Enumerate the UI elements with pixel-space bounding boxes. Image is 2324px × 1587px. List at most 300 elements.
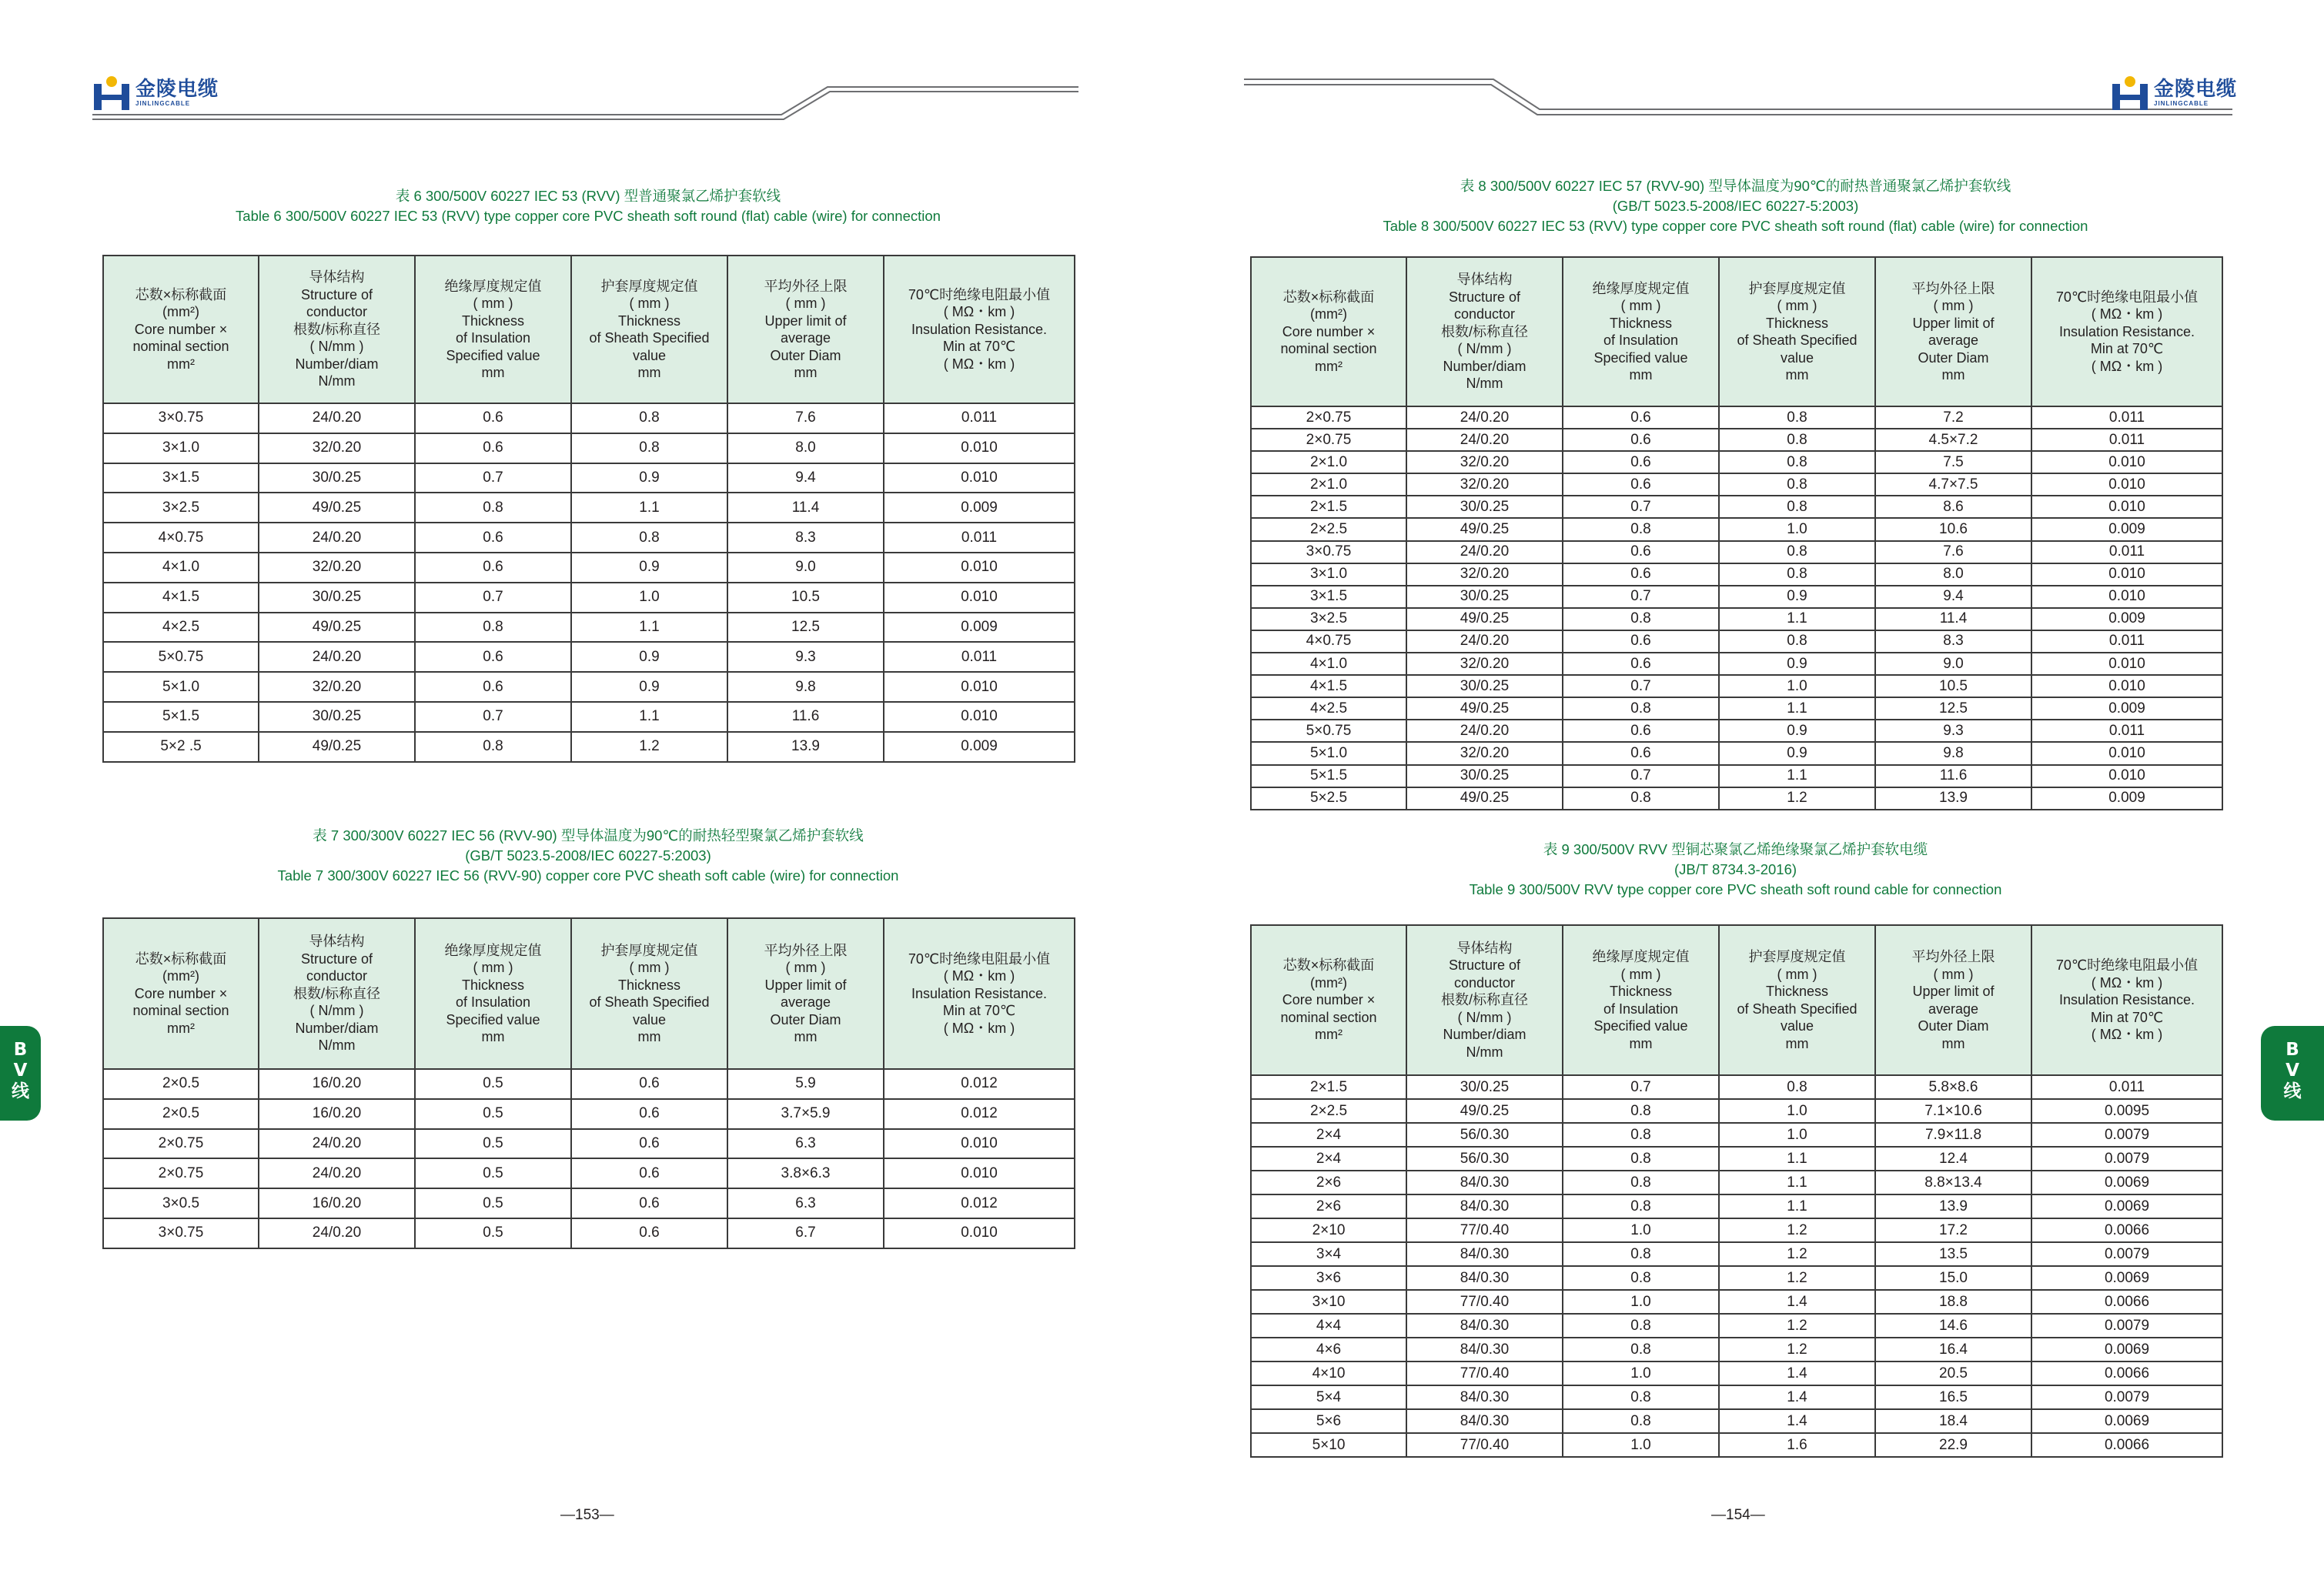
cell-core-section: 5×1.5 — [1251, 765, 1406, 787]
header-line: of Sheath Specified — [589, 330, 710, 346]
cell-sheath-thickness: 1.4 — [1719, 1409, 1875, 1433]
column-header-insulation-resistance — [884, 918, 1075, 1069]
table9-title-cn: 表 9 300/500V RVV 型铜芯聚氯乙烯绝缘聚氯乙烯护套软电缆 — [1543, 841, 1928, 857]
cell-core-section: 5×1.5 — [103, 702, 259, 732]
cell-insulation-thickness: 0.8 — [1563, 697, 1719, 720]
table-row — [1251, 1218, 2222, 1242]
cell-core-section: 2×0.5 — [103, 1069, 259, 1099]
header-line: 根数/标称直径 — [1440, 323, 1528, 339]
cell-sheath-thickness: 0.9 — [1719, 742, 1875, 764]
cell-sheath-thickness: 1.1 — [571, 702, 727, 732]
header-line: Specified value — [446, 1011, 540, 1027]
cell-core-section: 2×1.0 — [1251, 473, 1406, 496]
cell-sheath-thickness: 1.2 — [571, 732, 727, 762]
cell-conductor-structure: 24/0.20 — [259, 642, 415, 672]
header-line: of Sheath Specified — [1737, 332, 1858, 348]
cell-conductor-structure: 24/0.20 — [259, 403, 415, 433]
header-line: value — [1780, 1018, 1814, 1034]
cell-insulation-thickness: 0.7 — [415, 463, 571, 493]
cell-conductor-structure: 77/0.40 — [1406, 1218, 1563, 1242]
cell-insulation-resistance: 0.010 — [884, 553, 1075, 583]
table-row — [1251, 586, 2222, 608]
brand-logo — [2111, 74, 2237, 111]
table-row — [1251, 1290, 2222, 1314]
section-tab-line: B — [13, 1040, 28, 1060]
cell-outer-diameter: 13.5 — [1875, 1242, 2031, 1266]
section-tab[interactable] — [0, 1026, 41, 1121]
column-header-core-section — [1251, 925, 1406, 1075]
cell-insulation-thickness: 0.8 — [1563, 1171, 1719, 1194]
column-header-sheath-thickness — [1719, 925, 1875, 1075]
header-row — [1251, 257, 2222, 406]
cell-core-section: 2×0.5 — [103, 1099, 259, 1129]
header-line: of Sheath Specified — [1737, 1001, 1858, 1017]
table-row — [103, 553, 1075, 583]
cell-sheath-thickness: 1.0 — [1719, 675, 1875, 697]
cell-core-section: 3×6 — [1251, 1266, 1406, 1290]
cell-insulation-thickness: 0.6 — [415, 433, 571, 463]
header-line: Insulation Resistance. — [2058, 992, 2195, 1008]
cell-sheath-thickness: 0.9 — [1719, 720, 1875, 742]
cell-insulation-resistance: 0.010 — [2031, 451, 2222, 473]
cell-conductor-structure: 24/0.20 — [1406, 541, 1563, 563]
cell-insulation-resistance: 0.009 — [2031, 608, 2222, 630]
section-tab-line: V — [13, 1061, 28, 1081]
header-line: Insulation Resistance. — [911, 985, 1048, 1001]
cell-outer-diameter: 11.6 — [727, 702, 884, 732]
cell-sheath-thickness: 1.0 — [1719, 1099, 1875, 1123]
cell-insulation-thickness: 0.8 — [1563, 1099, 1719, 1123]
cell-outer-diameter: 7.5 — [1875, 451, 2031, 473]
column-header-outer-diameter — [1875, 257, 2031, 406]
cell-conductor-structure: 77/0.40 — [1406, 1361, 1563, 1385]
table-row — [1251, 630, 2222, 653]
cell-insulation-resistance: 0.009 — [884, 493, 1075, 523]
header-line: 导体结构 — [1456, 272, 1513, 288]
cell-conductor-structure: 84/0.30 — [1406, 1338, 1563, 1361]
header-line: mm — [1785, 1035, 1809, 1051]
table-row — [1251, 1171, 2222, 1194]
cell-outer-diameter: 7.6 — [1875, 541, 2031, 563]
header-line: 平均外径上限 — [1911, 949, 1995, 964]
cell-conductor-structure: 84/0.30 — [1406, 1314, 1563, 1338]
column-header-outer-diameter — [1875, 925, 2031, 1075]
cell-outer-diameter: 6.7 — [727, 1218, 884, 1248]
header-rule — [0, 0, 2324, 123]
logo-icon — [92, 75, 131, 110]
cell-conductor-structure: 32/0.20 — [1406, 563, 1563, 586]
cell-insulation-thickness: 0.8 — [1563, 1123, 1719, 1147]
column-header-conductor-structure — [259, 256, 415, 403]
header-line: Number/diam — [1443, 1027, 1526, 1043]
cell-outer-diameter: 22.9 — [1875, 1433, 2031, 1457]
cell-insulation-thickness: 0.6 — [1563, 541, 1719, 563]
cell-core-section: 2×0.75 — [1251, 429, 1406, 451]
header-line: 根数/标称直径 — [1440, 992, 1528, 1008]
cell-outer-diameter: 10.5 — [1875, 675, 2031, 697]
cell-sheath-thickness: 0.8 — [1719, 451, 1875, 473]
cell-sheath-thickness: 1.2 — [1719, 1242, 1875, 1266]
header-line: mm — [794, 1029, 818, 1044]
table-row — [103, 702, 1075, 732]
cell-conductor-structure: 30/0.25 — [259, 583, 415, 613]
cell-outer-diameter: 14.6 — [1875, 1314, 2031, 1338]
table-row — [103, 403, 1075, 433]
table-row — [1251, 1123, 2222, 1147]
cell-outer-diameter: 9.8 — [727, 672, 884, 702]
cell-insulation-thickness: 0.6 — [415, 523, 571, 553]
header-line: 护套厚度规定值 — [1748, 949, 1846, 964]
header-line: N/mm — [318, 1037, 356, 1054]
header-line: 根数/标称直径 — [293, 985, 380, 1001]
cell-insulation-thickness: 0.7 — [1563, 675, 1719, 697]
cell-outer-diameter: 12.5 — [1875, 697, 2031, 720]
cell-sheath-thickness: 0.6 — [571, 1069, 727, 1099]
header-line: (mm²) — [1310, 974, 1347, 991]
cell-insulation-resistance: 0.010 — [2031, 742, 2222, 764]
column-header-core-section — [103, 918, 259, 1069]
cell-sheath-thickness: 1.6 — [1719, 1433, 1875, 1457]
header-line: Specified value — [446, 347, 540, 363]
cell-sheath-thickness: 0.8 — [571, 433, 727, 463]
header-line: Insulation Resistance. — [911, 321, 1048, 337]
cell-conductor-structure: 32/0.20 — [259, 553, 415, 583]
cell-insulation-resistance: 0.0066 — [2031, 1361, 2222, 1385]
header-line: Specified value — [1593, 349, 1688, 366]
cell-outer-diameter: 13.9 — [1875, 1194, 2031, 1218]
cell-outer-diameter: 9.3 — [727, 642, 884, 672]
cell-insulation-resistance: 0.011 — [2031, 630, 2222, 653]
cell-conductor-structure: 24/0.20 — [259, 1218, 415, 1248]
cell-core-section: 4×10 — [1251, 1361, 1406, 1385]
cell-conductor-structure: 16/0.20 — [259, 1188, 415, 1218]
cell-outer-diameter: 8.6 — [1875, 496, 2031, 518]
cell-outer-diameter: 7.9×11.8 — [1875, 1123, 2031, 1147]
table-row — [1251, 1242, 2222, 1266]
header-line: 根数/标称直径 — [293, 321, 380, 337]
cell-core-section: 2×2.5 — [1251, 1099, 1406, 1123]
cell-insulation-resistance: 0.0079 — [2031, 1314, 2222, 1338]
header-line: ( mm ) — [1933, 298, 1974, 313]
header-line: (mm²) — [162, 304, 199, 320]
table-row — [1251, 1314, 2222, 1338]
cell-insulation-resistance: 0.0069 — [2031, 1338, 2222, 1361]
cell-conductor-structure: 49/0.25 — [259, 613, 415, 643]
header-line: Min at 70℃ — [2090, 1009, 2164, 1025]
cell-insulation-resistance: 0.011 — [884, 642, 1075, 672]
cell-sheath-thickness: 1.2 — [1719, 1218, 1875, 1242]
cell-sheath-thickness: 1.1 — [571, 493, 727, 523]
cell-sheath-thickness: 1.0 — [571, 583, 727, 613]
table-row — [103, 1099, 1075, 1129]
cell-sheath-thickness: 0.8 — [1719, 473, 1875, 496]
table8-caption — [1250, 176, 2221, 236]
cell-insulation-resistance: 0.011 — [2031, 429, 2222, 451]
header-line: 护套厚度规定值 — [600, 278, 698, 294]
column-header-insulation-resistance — [884, 256, 1075, 403]
cell-conductor-structure: 84/0.30 — [1406, 1385, 1563, 1409]
cell-insulation-resistance: 0.011 — [2031, 720, 2222, 742]
header-row — [1251, 925, 2222, 1075]
cell-outer-diameter: 11.6 — [1875, 765, 2031, 787]
cell-outer-diameter: 5.9 — [727, 1069, 884, 1099]
cell-outer-diameter: 13.9 — [727, 732, 884, 762]
cell-insulation-thickness: 0.7 — [1563, 496, 1719, 518]
header-line: mm — [1941, 367, 1965, 383]
cell-conductor-structure: 49/0.25 — [259, 732, 415, 762]
cell-insulation-thickness: 0.6 — [415, 672, 571, 702]
header-line: ( mm ) — [473, 960, 513, 975]
cell-sheath-thickness: 1.1 — [1719, 765, 1875, 787]
cell-core-section: 2×4 — [1251, 1147, 1406, 1171]
cell-sheath-thickness: 0.8 — [1719, 541, 1875, 563]
header-line: mm² — [1315, 1027, 1343, 1043]
header-line: Upper limit of — [1912, 984, 1995, 999]
cell-insulation-thickness: 0.8 — [1563, 608, 1719, 630]
header-line: (mm²) — [1310, 306, 1347, 322]
header-line: ( mm ) — [1777, 298, 1817, 313]
cell-conductor-structure: 77/0.40 — [1406, 1290, 1563, 1314]
cell-conductor-structure: 24/0.20 — [1406, 429, 1563, 451]
cell-insulation-resistance: 0.010 — [2031, 496, 2222, 518]
header-line: Thickness — [461, 312, 525, 329]
header-line: average — [780, 330, 831, 346]
table6-title-cn: 表 6 300/500V 60227 IEC 53 (RVV) 型普通聚氯乙烯护套软线 — [395, 188, 781, 204]
cell-core-section: 3×2.5 — [103, 493, 259, 523]
header-line: Insulation Resistance. — [2058, 323, 2195, 339]
cell-insulation-thickness: 0.7 — [1563, 586, 1719, 608]
column-header-insulation-thickness — [1563, 257, 1719, 406]
section-tab[interactable] — [2261, 1026, 2324, 1121]
cell-insulation-thickness: 1.0 — [1563, 1361, 1719, 1385]
cell-insulation-thickness: 0.8 — [1563, 1147, 1719, 1171]
table-row — [103, 433, 1075, 463]
header-line: mm — [1785, 367, 1809, 383]
header-line: mm — [481, 1029, 505, 1044]
cell-sheath-thickness: 0.8 — [1719, 496, 1875, 518]
cell-insulation-resistance: 0.0069 — [2031, 1171, 2222, 1194]
cell-insulation-resistance: 0.0066 — [2031, 1218, 2222, 1242]
table-row — [1251, 1361, 2222, 1385]
cell-insulation-thickness: 0.6 — [1563, 563, 1719, 586]
table-row — [1251, 1075, 2222, 1099]
table-row — [1251, 1385, 2222, 1409]
header-line: ( mm ) — [629, 296, 670, 311]
header-line: (mm²) — [162, 968, 199, 984]
header-line: mm — [1629, 367, 1653, 383]
header-line: of Insulation — [1603, 1001, 1679, 1017]
cell-insulation-resistance: 0.009 — [884, 732, 1075, 762]
cell-core-section: 5×4 — [1251, 1385, 1406, 1409]
table8-title-std: (GB/T 5023.5-2008/IEC 60227-5:2003) — [1612, 198, 1859, 214]
cell-core-section: 3×1.5 — [103, 463, 259, 493]
cell-insulation-resistance: 0.0069 — [2031, 1266, 2222, 1290]
table-row — [1251, 451, 2222, 473]
cell-core-section: 4×2.5 — [103, 613, 259, 643]
header-line: mm² — [1315, 358, 1343, 374]
cell-conductor-structure: 16/0.20 — [259, 1099, 415, 1129]
cell-insulation-thickness: 0.8 — [1563, 518, 1719, 540]
table-row — [1251, 496, 2222, 518]
brand-name: 金陵电缆 — [135, 77, 219, 101]
cell-insulation-resistance: 0.010 — [884, 1158, 1075, 1188]
table-row — [1251, 406, 2222, 429]
header-line: Structure of — [1448, 957, 1521, 974]
brand-name-en: JINLINGCABLE — [135, 99, 191, 107]
cell-sheath-thickness: 0.6 — [571, 1129, 727, 1159]
column-header-outer-diameter — [727, 918, 884, 1069]
header-line: ( mm ) — [1620, 298, 1661, 313]
cell-outer-diameter: 6.3 — [727, 1188, 884, 1218]
header-line: 70℃时绝缘电阻最小值 — [2055, 957, 2199, 974]
cell-conductor-structure: 84/0.30 — [1406, 1409, 1563, 1433]
cell-insulation-resistance: 0.010 — [884, 1218, 1075, 1248]
cell-core-section: 5×0.75 — [1251, 720, 1406, 742]
header-line: of Insulation — [1603, 332, 1679, 348]
table-row — [1251, 675, 2222, 697]
header-line: ( mm ) — [629, 960, 670, 975]
table7-title-en: Table 7 300/300V 60227 IEC 56 (RVV-90) copper core PVC sheath soft cable (wire) for connection — [277, 867, 899, 884]
cell-outer-diameter: 17.2 — [1875, 1218, 2031, 1242]
cell-conductor-structure: 84/0.30 — [1406, 1266, 1563, 1290]
header-line: ( mm ) — [1620, 966, 1661, 982]
cell-core-section: 4×2.5 — [1251, 697, 1406, 720]
header-line: ( mm ) — [785, 296, 826, 311]
column-header-core-section — [103, 256, 259, 403]
cell-insulation-thickness: 0.7 — [1563, 765, 1719, 787]
cell-sheath-thickness: 1.2 — [1719, 1314, 1875, 1338]
cell-core-section: 2×1.0 — [1251, 451, 1406, 473]
header-line: Core number × — [134, 985, 228, 1001]
header-line: Upper limit of — [1912, 315, 1995, 331]
cell-outer-diameter: 12.5 — [727, 613, 884, 643]
cell-core-section: 2×0.75 — [103, 1158, 259, 1188]
header-line: conductor — [306, 304, 368, 320]
cell-core-section: 4×1.0 — [103, 553, 259, 583]
cell-outer-diameter: 9.4 — [727, 463, 884, 493]
header-line: conductor — [306, 968, 368, 984]
header-line: ( MΩ・km ) — [2091, 358, 2163, 374]
cell-outer-diameter: 16.4 — [1875, 1338, 2031, 1361]
header-line: Thickness — [1609, 315, 1673, 331]
header-line: Min at 70℃ — [2090, 341, 2164, 357]
table-row — [1251, 563, 2222, 586]
header-line: nominal section — [132, 339, 229, 355]
cell-insulation-resistance: 0.010 — [884, 463, 1075, 493]
cell-insulation-thickness: 0.6 — [1563, 406, 1719, 429]
table7-title-std: (GB/T 5023.5-2008/IEC 60227-5:2003) — [465, 847, 711, 864]
cell-conductor-structure: 84/0.30 — [1406, 1171, 1563, 1194]
cell-outer-diameter: 7.1×10.6 — [1875, 1099, 2031, 1123]
table6 — [102, 255, 1075, 763]
cell-insulation-thickness: 0.5 — [415, 1158, 571, 1188]
column-header-conductor-structure — [1406, 925, 1563, 1075]
header-line: 芯数×标称截面 — [1282, 289, 1375, 305]
cell-insulation-resistance: 0.010 — [884, 583, 1075, 613]
cell-conductor-structure: 16/0.20 — [259, 1069, 415, 1099]
cell-core-section: 3×0.75 — [1251, 541, 1406, 563]
cell-sheath-thickness: 1.1 — [1719, 608, 1875, 630]
table-row — [103, 523, 1075, 553]
cell-outer-diameter: 9.8 — [1875, 742, 2031, 764]
table-row — [1251, 541, 2222, 563]
cell-conductor-structure: 30/0.25 — [259, 702, 415, 732]
cell-outer-diameter: 11.4 — [1875, 608, 2031, 630]
cell-conductor-structure: 32/0.20 — [259, 672, 415, 702]
section-tab-line: 线 — [12, 1081, 29, 1101]
header-line: Number/diam — [295, 1020, 379, 1036]
cell-conductor-structure: 77/0.40 — [1406, 1433, 1563, 1457]
header-line: 70℃时绝缘电阻最小值 — [908, 286, 1051, 302]
cell-sheath-thickness: 1.1 — [1719, 1171, 1875, 1194]
cell-insulation-resistance: 0.010 — [2031, 675, 2222, 697]
cell-core-section: 5×2 .5 — [103, 732, 259, 762]
column-header-insulation-thickness — [1563, 925, 1719, 1075]
table-row — [1251, 1147, 2222, 1171]
cell-insulation-resistance: 0.0079 — [2031, 1123, 2222, 1147]
table-row — [1251, 720, 2222, 742]
cell-conductor-structure: 56/0.30 — [1406, 1147, 1563, 1171]
header-line: ( MΩ・km ) — [943, 304, 1015, 320]
table-row — [1251, 518, 2222, 540]
header-line: ( N/mm ) — [309, 1003, 364, 1019]
table-row — [103, 463, 1075, 493]
cell-insulation-resistance: 0.010 — [884, 702, 1075, 732]
cell-core-section: 5×6 — [1251, 1409, 1406, 1433]
column-header-conductor-structure — [259, 918, 415, 1069]
cell-outer-diameter: 8.3 — [1875, 630, 2031, 653]
cell-outer-diameter: 3.7×5.9 — [727, 1099, 884, 1129]
cell-insulation-thickness: 0.6 — [415, 403, 571, 433]
cell-insulation-thickness: 0.7 — [415, 583, 571, 613]
cell-core-section: 2×6 — [1251, 1194, 1406, 1218]
cell-insulation-resistance: 0.010 — [2031, 653, 2222, 675]
cell-sheath-thickness: 0.9 — [571, 672, 727, 702]
cell-sheath-thickness: 0.6 — [571, 1218, 727, 1248]
page-number-right: —154— — [1711, 1507, 1765, 1523]
table-row — [1251, 742, 2222, 764]
cell-sheath-thickness: 1.2 — [1719, 1266, 1875, 1290]
section-tab-line: V — [2286, 1061, 2299, 1081]
column-header-sheath-thickness — [571, 256, 727, 403]
cell-insulation-thickness: 0.5 — [415, 1069, 571, 1099]
cell-sheath-thickness: 1.0 — [1719, 518, 1875, 540]
table-row — [1251, 473, 2222, 496]
cell-core-section: 4×4 — [1251, 1314, 1406, 1338]
cell-outer-diameter: 9.0 — [1875, 653, 2031, 675]
header-line: ( MΩ・km ) — [2091, 1027, 2163, 1043]
cell-insulation-thickness: 0.8 — [1563, 1338, 1719, 1361]
header-line: 70℃时绝缘电阻最小值 — [2055, 289, 2199, 305]
header-line: Thickness — [617, 312, 681, 329]
cell-sheath-thickness: 0.9 — [1719, 653, 1875, 675]
header-line: ( MΩ・km ) — [2091, 974, 2163, 991]
table9-caption — [1250, 840, 2221, 900]
cell-insulation-resistance: 0.010 — [884, 1129, 1075, 1159]
cell-insulation-resistance: 0.0069 — [2031, 1194, 2222, 1218]
cell-sheath-thickness: 0.6 — [571, 1158, 727, 1188]
header-line: 绝缘厚度规定值 — [444, 278, 542, 294]
header-line: Upper limit of — [764, 977, 847, 993]
header-line: ( N/mm ) — [1457, 1009, 1512, 1025]
table-row — [1251, 1099, 2222, 1123]
header-line: Min at 70℃ — [942, 1003, 1016, 1019]
cell-sheath-thickness: 0.8 — [1719, 406, 1875, 429]
column-header-core-section — [1251, 257, 1406, 406]
header-line: 导体结构 — [309, 934, 365, 950]
header-line: 平均外径上限 — [764, 278, 848, 294]
header-line: Outer Diam — [1918, 349, 1989, 366]
